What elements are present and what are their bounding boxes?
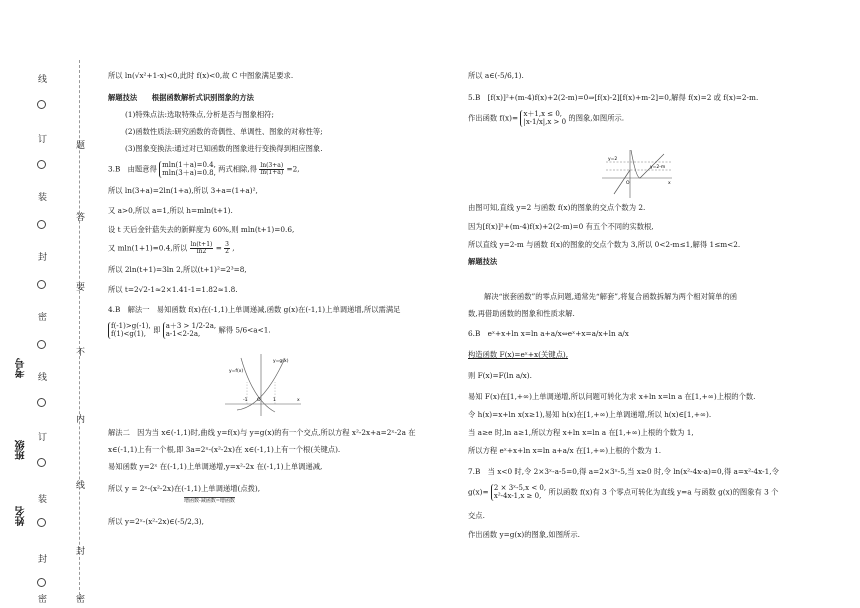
text-line: 交点. xyxy=(468,511,485,520)
function-graph-2 xyxy=(600,148,674,200)
text-line: 构造函数 F(x)=eˣ+x(关键点), xyxy=(468,350,569,359)
text-line: 所以直线 y=2-m 与函数 f(x)的图象的交点个数为 3,所以 0<2-m≤1,解得 1≤m<2. xyxy=(468,240,741,249)
text-line: 易知函数 y=2ˣ 在(-1,1)上单调递增,y=x²-2x 在(-1,1)上单调递减, xyxy=(108,462,323,471)
denominator: 2 xyxy=(225,248,229,255)
graph-label: x xyxy=(668,181,671,186)
text-line: 7.B 当 x<0 时,令 2×3ˣ-a-5=0,得 a=2×3ˣ-5,当 x≥0 时,令 ln(x²-4x-a)=0,得 a=x²-4x-1,令 xyxy=(468,467,779,476)
piecewise-system xyxy=(491,484,546,501)
numerator: ln(3+a) xyxy=(260,161,284,169)
text-line: 易知 F(x)在[1,+∞)上单调递增,所以问题可转化为求 x+ln x=ln a 在[1,+∞)上根的个数. xyxy=(468,392,756,401)
gutter-mark: 订 xyxy=(38,135,48,145)
text-line: 解决“嵌套函数”的零点问题,通常先“解套”,将复合函数拆解为两个相对简单的函 xyxy=(484,292,738,301)
fraction xyxy=(224,242,230,255)
graph-label: x xyxy=(297,398,300,403)
binding-hole-icon xyxy=(37,398,46,407)
text-line: 又 a>0,所以 a=1,所以 h=mln(t+1). xyxy=(108,206,233,215)
gutter-mark: 密 xyxy=(76,595,86,605)
gutter-mark: 内 xyxy=(76,415,86,425)
text-line: 所以 ln(3+a)=2ln(1+a),所以 3+a=(1+a)², xyxy=(108,186,258,195)
text: g(x)= xyxy=(468,487,489,497)
name-label: 姓名 xyxy=(16,506,27,526)
text: 即 xyxy=(153,325,161,335)
text-line: 数,再借助函数的图象和性质求解. xyxy=(468,309,575,318)
equation: x²-4x-1,x ≥ 0, xyxy=(493,492,542,501)
equation-system xyxy=(108,322,151,339)
graph-label: O xyxy=(257,398,261,403)
equation: mln(1＋a)=0.4, xyxy=(162,161,216,169)
text-line: 设 t 天后金针菇失去的新鲜度为 60%,则 mln(t+1)=0.6, xyxy=(108,225,295,234)
equation: a-1<2-2a, xyxy=(165,330,201,339)
equation-system xyxy=(159,161,216,178)
equation: 2 × 3ˣ-5,x < 0, xyxy=(493,484,547,492)
text-line: 5.B [f(x)]²+(m-4)f(x)+2(2-m)=0⇒[f(x)-2][f(x)+m-2]=0,解得 f(x)=2 或 f(x)=2-m. xyxy=(468,93,759,102)
curve-right xyxy=(631,150,664,178)
text-line: x∈(-1,1)上有一个根,即 3a=2ˣ-(x²-2x)在 x∈(-1,1)上有一个根(关键点). xyxy=(108,445,341,454)
gutter-mark: 线 xyxy=(76,481,86,491)
text-line: 所以方程 eˣ+x+ln x=ln a+a/x 在[1,+∞)上根的个数为 1. xyxy=(468,446,662,455)
text-line: 4.B 解法一 易知函数 f(x)在(-1,1)上单调递减,函数 g(x)在(-1,1)上单调递增,所以需满足 xyxy=(108,305,401,314)
gutter-mark: 要 xyxy=(76,283,86,293)
gutter-mark: 装 xyxy=(38,193,48,203)
tip-title: 解题技法 xyxy=(468,257,498,266)
graph-label: O xyxy=(626,181,630,186)
text-line: 当 a≥e 时,ln a≥1,所以方程 x+ln x=ln a 在[1,+∞)上根的个数为 1, xyxy=(468,428,694,437)
piecewise-system xyxy=(520,110,566,127)
gutter-mark: 线 xyxy=(38,75,48,85)
gutter-mark: 题 xyxy=(76,141,86,151)
text: =2, xyxy=(286,164,300,174)
text-line: 所以 ln(√x²+1-x)<0,此时 f(x)<0,故 C 中图象满足要求. xyxy=(108,71,294,80)
binding-hole-icon xyxy=(37,100,46,109)
exam-number-label: 考号 xyxy=(16,358,27,378)
gutter-mark: 封 xyxy=(38,253,48,263)
gutter-mark: 不 xyxy=(76,348,86,358)
text-line: 所以 y = 2ˣ-(x²-2x)在(-1,1)上单调递增(点拨), xyxy=(108,484,261,493)
gutter-mark: 线 xyxy=(38,373,48,383)
tip-title: 解题技法 根据函数解析式识别图象的方法 xyxy=(108,93,254,102)
q3-first-line xyxy=(108,161,300,178)
text-line: 6.B eˣ+x+ln x=ln a+a/x⇔eˣ+x=a/x+ln a/x xyxy=(468,329,629,338)
q4-system-line xyxy=(108,322,271,339)
text: 的图象,如图所示. xyxy=(568,113,625,123)
note-text: 增函数-减函数=增函数 xyxy=(184,498,235,504)
numerator: ln(t+1) xyxy=(190,241,213,248)
equation: mln(3＋a)=0.8, xyxy=(162,169,216,178)
graph-label: 1 xyxy=(273,398,276,403)
class-label: 班级 xyxy=(16,440,27,460)
text: 作出函数 f(x)= xyxy=(468,113,519,123)
text-line: 由图可知,直线 y=2 与函数 f(x)的图象的交点个数为 2. xyxy=(468,203,646,212)
graph-label: y=2-m xyxy=(650,165,666,170)
graph-label: y=2 xyxy=(608,157,618,162)
gutter-mark: 密 xyxy=(38,313,48,323)
text-line: 解法二 因为当 x∈(-1,1)时,曲线 y=f(x)与 y=g(x)的有一个交点,所以方程 x²-2x+a=2ˣ-2a 在 xyxy=(108,428,416,437)
fraction xyxy=(259,163,284,176)
binding-hole-icon xyxy=(37,160,46,169)
text: , xyxy=(232,243,235,253)
text-line: (3)图象变换法:通过对已知函数的图象进行变换得到相应图象. xyxy=(125,144,323,153)
denominator: ln2 xyxy=(196,248,207,255)
equation: f(-1)>g(-1), xyxy=(111,322,151,330)
text: 所以函数 f(x)有 3 个零点可转化为直线 y=a 与函数 g(x)的图象有 3 个 xyxy=(548,487,779,497)
gutter-mark: 封 xyxy=(38,555,48,565)
binding-hole-icon xyxy=(37,340,46,349)
text-line: 因为[f(x)]²+(m-4)f(x)+2(2-m)=0 有五个不同的实数根, xyxy=(468,222,654,231)
text-line: 所以 t=2√2-1≈2×1.41-1=1.82≈1.8. xyxy=(108,285,238,294)
gutter-mark: 订 xyxy=(38,433,48,443)
binding-hole-icon xyxy=(37,458,46,467)
q3-head: 3.B 由题意得 xyxy=(108,164,157,174)
gutter-mark: 答 xyxy=(76,213,86,223)
q3-fraction-line xyxy=(108,242,235,255)
function-graph-1 xyxy=(223,352,303,418)
equation: x＋1,x ≤ 0, xyxy=(523,110,563,118)
binding-hole-icon xyxy=(37,280,46,289)
gutter-mark: 密 xyxy=(38,595,48,605)
equation-system xyxy=(163,322,216,339)
equation: f(1)<g(1), xyxy=(111,330,146,339)
text: 又 mln(1+1)=0.4,所以 xyxy=(108,243,188,253)
equation: |x-1/x|,x > 0 xyxy=(523,118,567,127)
text-line: 作出函数 y=g(x)的图象,如图所示. xyxy=(468,530,580,539)
text: = xyxy=(215,243,222,253)
text-line: (2)函数性质法:研究函数的奇偶性、单调性、图象的对称性等; xyxy=(125,127,323,136)
text: 两式相除,得 xyxy=(218,164,257,174)
graph-label: y=f(x) xyxy=(229,369,244,374)
text-line: 则 F(x)=F(ln a/x). xyxy=(468,371,532,380)
binding-hole-icon xyxy=(37,518,46,527)
denominator: ln(1+a) xyxy=(260,168,284,176)
text-line: 所以 a∈(-5/6,1). xyxy=(468,71,524,80)
numerator: 3 xyxy=(225,241,229,248)
equation: a＋3 > 1/2-2a, xyxy=(165,322,217,330)
text: 解得 5/6<a<1. xyxy=(218,325,271,335)
text-line: 所以 2ln(t+1)=3ln 2,所以(t+1)²=2³=8, xyxy=(108,265,247,274)
binding-hole-icon xyxy=(37,578,46,587)
fraction xyxy=(190,242,214,255)
text-line: 令 h(x)=x+ln x(x≥1),易知 h(x)在[1,+∞)上单调递增,所以 h(x)∈[1,+∞). xyxy=(468,410,712,419)
graph-label: y=g(x) xyxy=(273,359,289,364)
text-line: 所以 y=2ˣ-(x²-2x)∈(-5/2,3), xyxy=(108,517,204,526)
binding-hole-icon xyxy=(37,220,46,229)
q5-piecewise-line xyxy=(468,110,624,127)
text-line: (1)特殊点法:选取特殊点,分析是否与图象相符; xyxy=(125,110,274,119)
graph-label: -1 xyxy=(243,398,248,403)
gutter-mark: 封 xyxy=(76,547,86,557)
binding-gutter xyxy=(0,0,90,608)
gutter-mark: 装 xyxy=(38,495,48,505)
q7-piecewise-line xyxy=(468,484,778,501)
